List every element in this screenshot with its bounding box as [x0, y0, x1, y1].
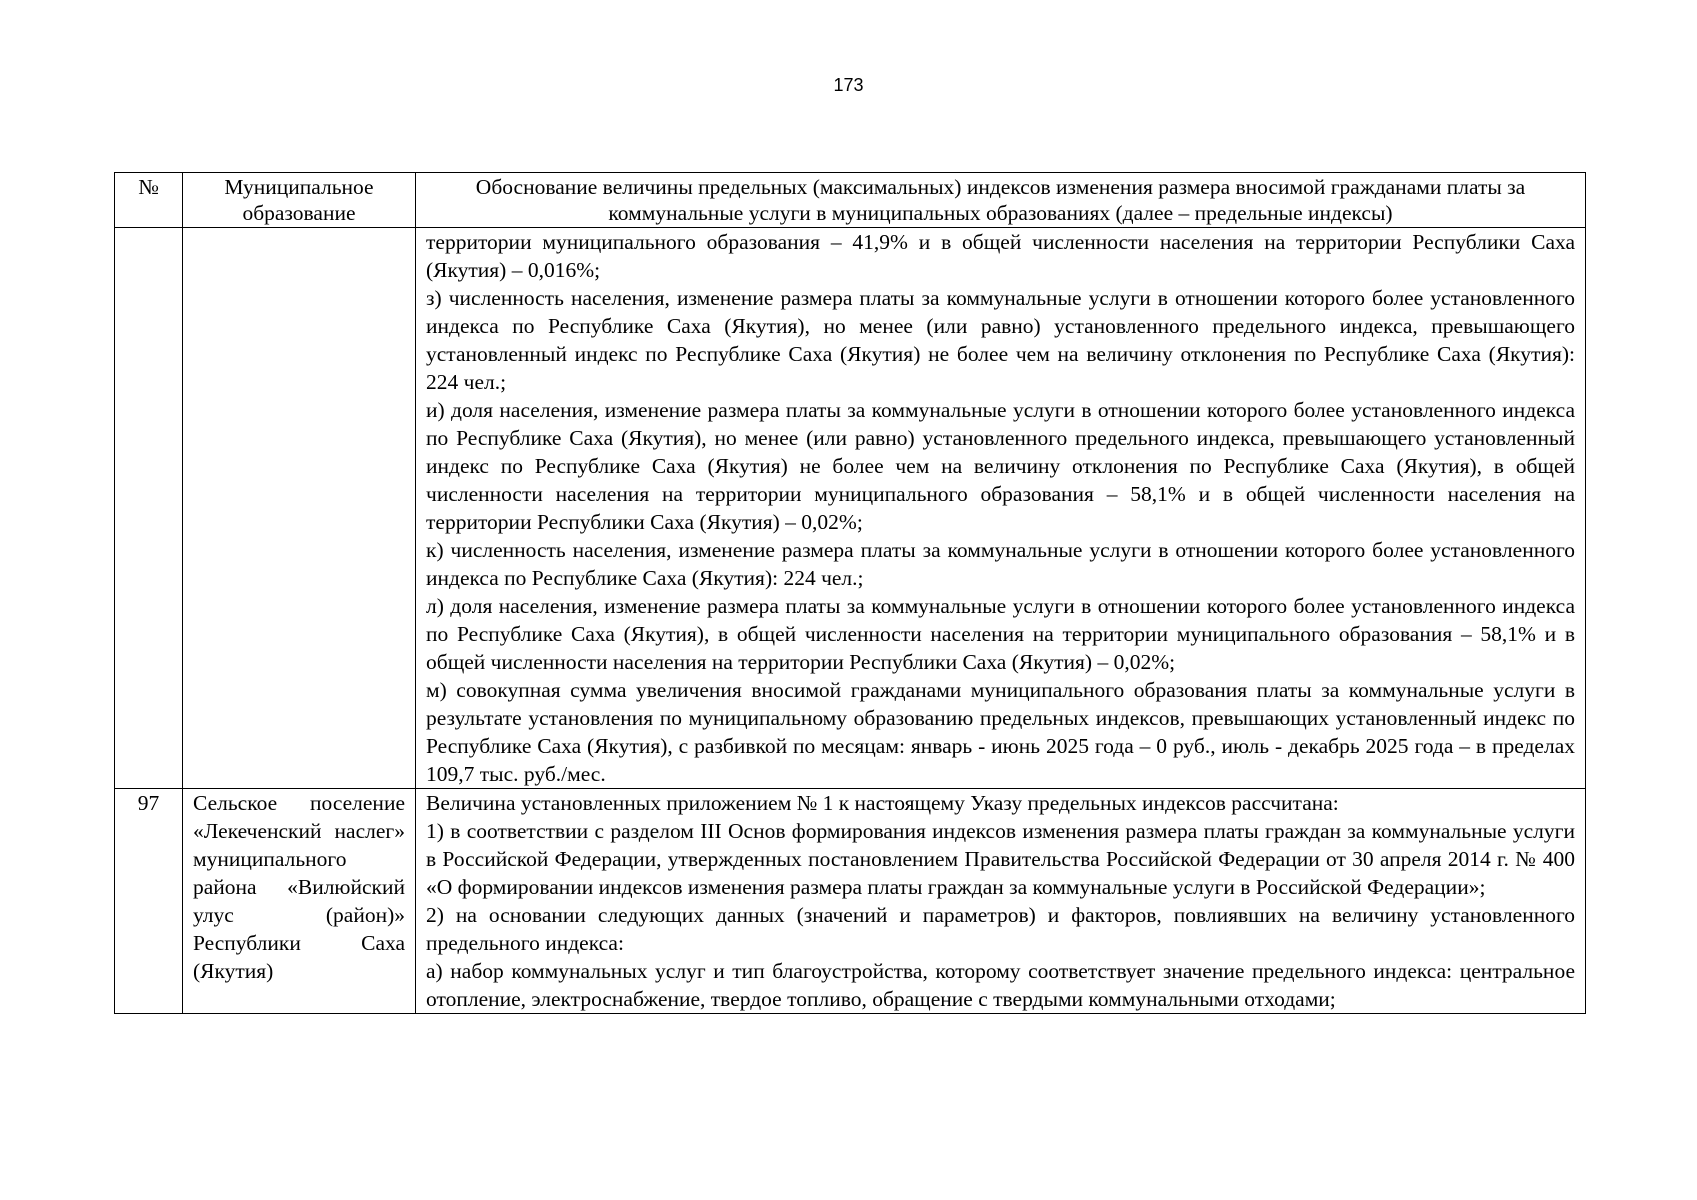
indices-table [114, 172, 1586, 1014]
page-number: 173 [833, 75, 864, 95]
row-justification [416, 789, 1586, 1014]
paragraph: л) доля населения, изменение размера платы за коммунальные услуги в отношении которого более установленного индекса по Республике Саха (Якутия), в общей численности населения на территории муниципального образования – 58,1% и в общей численности населения на территории Республики Саха (Якутия) – 0,02%; [426, 594, 1575, 674]
paragraph: 1) в соответствии с разделом III Основ формирования индексов изменения размера платы граждан за коммунальные услуги в Российской Федерации, утвержденных постановлением Правительства Российской Федерации от 30 апреля 2014 г. № 400 «О формировании индексов изменения размера платы граждан за коммунальные услуги в Российской Федерации»; [426, 819, 1575, 899]
paragraph: и) доля населения, изменение размера платы за коммунальные услуги в отношении которого более установленного индекса по Республике Саха (Якутия), но менее (или равно) установленного предельного индекса, превышающего установленный индекс по Республике Саха (Якутия) не более чем на величину отклонения по Республике Саха (Якутия), в общей численности населения на территории муниципального образования – 58,1% и в общей численности населения на территории Республики Саха (Якутия) – 0,02%; [426, 398, 1575, 534]
paragraph: м) совокупная сумма увеличения вносимой гражданами муниципального образования платы за коммунальные услуги в результате установления по муниципальному образованию предельных индексов, превышающих установленный индекс по Республике Саха (Якутия), с разбивкой по месяцам: январь - июнь 2025 года – 0 руб., июль - декабрь 2025 года – в пределах 109,7 тыс. руб./мес. [426, 678, 1575, 786]
paragraph: а) набор коммунальных услуг и тип благоустройства, которому соответствует значение предельного индекса: центральное отопление, электроснабжение, твердое топливо, обращение с твердыми коммунальными отходами; [426, 959, 1575, 1011]
table-row [115, 789, 1586, 1014]
paragraph: з) численность населения, изменение размера платы за коммунальные услуги в отношении которого более установленного индекса по Республике Саха (Якутия), но менее (или равно) установленного предельного индекса, превышающего установленный индекс по Республике Саха (Якутия) не более чем на величину отклонения по Республике Саха (Якутия): 224 чел.; [426, 286, 1575, 394]
row-justification [416, 228, 1586, 789]
header-justification: Обоснование величины предельных (максимальных) индексов изменения размера вносимой гражданами платы за коммунальные услуги в муниципальных образованиях (далее – предельные индексы) [416, 173, 1586, 228]
table-row [115, 228, 1586, 789]
paragraph: к) численность населения, изменение размера платы за коммунальные услуги в отношении которого более установленного индекса по Республике Саха (Якутия): 224 чел.; [426, 538, 1575, 590]
row-municipality [183, 228, 416, 789]
paragraph: территории муниципального образования – 41,9% и в общей численности населения на территории Республики Саха (Якутия) – 0,016%; [426, 230, 1575, 282]
header-number: № [115, 173, 183, 228]
paragraph: Величина установленных приложением № 1 к настоящему Указу предельных индексов рассчитана: [426, 791, 1339, 815]
row-municipality: Сельское поселение «Лекеченский наслег» муниципального района «Вилюйский улус (район)» Республики Саха (Якутия) [183, 789, 416, 1014]
row-number [115, 228, 183, 789]
row-number: 97 [115, 789, 183, 1014]
table-header-row [115, 173, 1586, 228]
paragraph: 2) на основании следующих данных (значений и параметров) и факторов, повлиявших на величину установленного предельного индекса: [426, 903, 1575, 955]
header-municipality: Муниципальное образование [183, 173, 416, 228]
